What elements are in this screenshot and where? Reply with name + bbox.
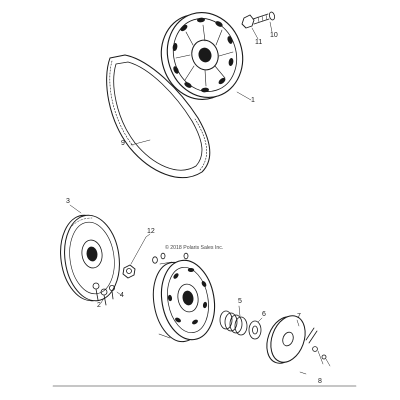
callout-8: 8: [318, 378, 322, 385]
clutch-retaining-bolt: [242, 14, 269, 28]
callout-4: 4: [120, 292, 124, 299]
driven-clutch-assembly: [147, 253, 220, 345]
callout-1: 1: [251, 97, 255, 104]
hex-nut: [123, 234, 150, 278]
callout-12: 12: [147, 228, 155, 235]
callout-5: 5: [238, 298, 242, 305]
spring-seat: [249, 318, 262, 339]
callout-10: 10: [270, 32, 278, 39]
callout-7: 7: [297, 313, 301, 320]
helix-cam-plate: [261, 311, 311, 368]
callout-6: 6: [262, 311, 266, 318]
helix-spring: [220, 306, 247, 335]
callout-11: 11: [255, 39, 263, 46]
callout-9: 9: [121, 140, 125, 147]
copyright-notice: © 2018 Polaris Sales Inc.: [165, 245, 224, 251]
callout-3: 3: [66, 198, 70, 205]
callout-2: 2: [97, 302, 101, 309]
drive-clutch-assembly: [151, 3, 254, 110]
bolt-washer: [269, 11, 276, 20]
